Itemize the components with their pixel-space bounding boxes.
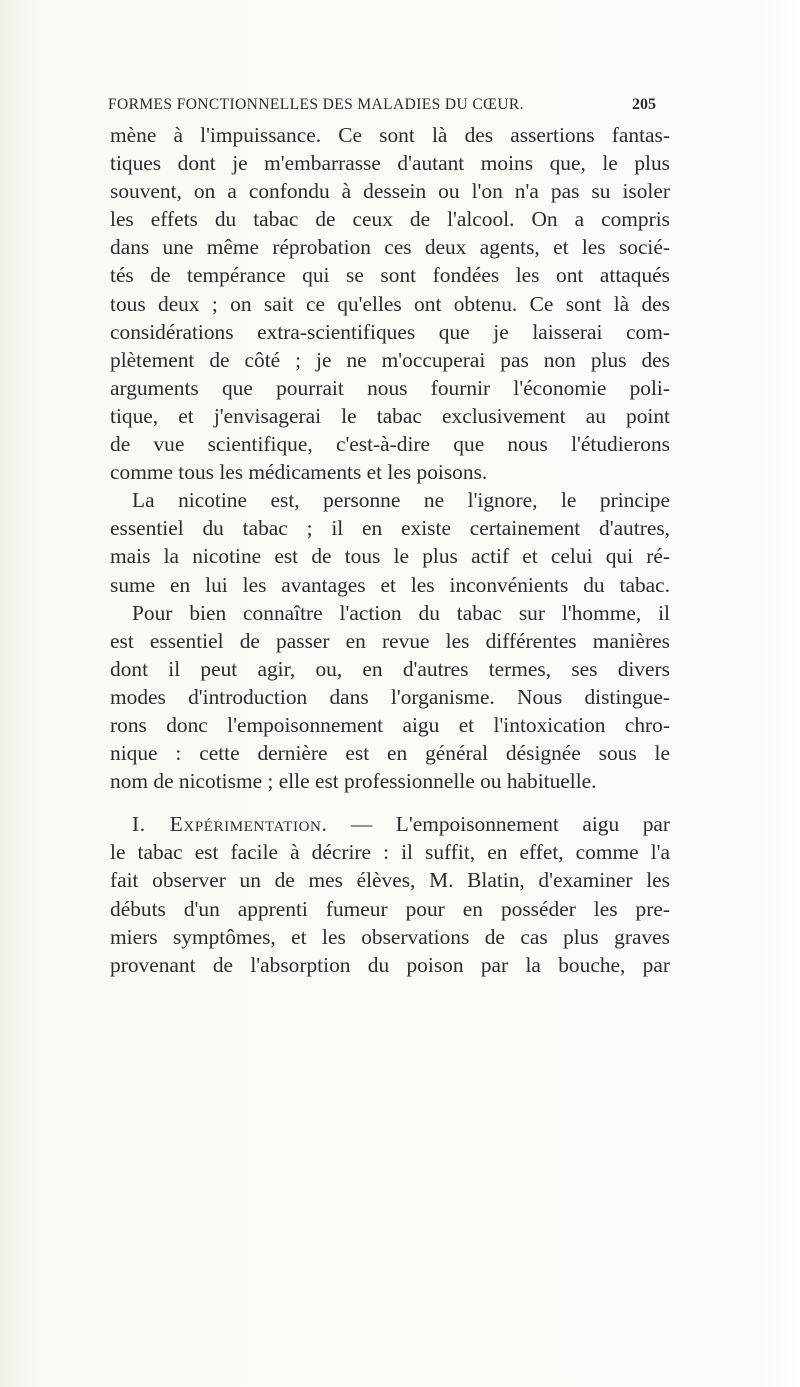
text-line: mène à l'impuissance. Ce sont là des assertions fantas- — [110, 123, 670, 147]
paragraph — [110, 599, 670, 796]
text-line: dont il peut agir, ou, en d'autres termes, ses divers — [110, 656, 670, 681]
text-line: débuts d'un apprenti fumeur pour en posséder les pre- — [110, 896, 670, 921]
paragraph — [110, 486, 670, 598]
running-title: FORMES FONCTIONNELLES DES MALADIES DU CŒUR. — [108, 96, 524, 113]
text-line: sume en lui les avantages et les inconvénients du tabac. — [110, 572, 670, 597]
body-text — [110, 121, 670, 979]
text-line: tiques dont je m'embarrasse d'autant moins que, le plus — [110, 151, 670, 176]
paragraph — [110, 810, 670, 979]
text-line: provenant de l'absorption du poison par la bouche, par — [110, 952, 670, 977]
text-line: La nicotine est, personne ne l'ignore, le principe — [132, 488, 670, 513]
section-first-line-text: — L'empoisonnement aigu par — [327, 812, 671, 837]
text-line: considérations extra-scientifiques que je laisserai com- — [110, 319, 670, 344]
text-line: arguments que pourrait nous fournir l'économie poli- — [110, 375, 670, 400]
text-line: dans une même réprobation ces deux agents, et les socié- — [110, 235, 670, 260]
text-line: plètement de côté ; je ne m'occuperai pas non plus des — [110, 347, 670, 372]
text-line: nique : cette dernière est en général désignée sous le — [110, 741, 670, 766]
section-gap — [110, 795, 670, 810]
text-line: comme tous les médicaments et les poisons. — [110, 460, 488, 485]
text-line: essentiel du tabac ; il en existe certainement d'autres, — [110, 516, 670, 541]
text-line: tés de tempérance qui se sont fondées les ont attaqués — [110, 263, 670, 288]
section-heading: I. Expérimentation. — [132, 812, 328, 837]
text-line: Pour bien connaître l'action du tabac sur l'homme, il — [132, 600, 670, 625]
text-line: fait observer un de mes élèves, M. Blatin, d'examiner les — [110, 868, 670, 893]
text-line: miers symptômes, et les observations de cas plus graves — [110, 924, 670, 949]
section-first-line — [110, 810, 670, 838]
text-line: tique, et j'envisagerai le tabac exclusivement au point — [110, 403, 670, 428]
text-line: souvent, on a confondu à dessein ou l'on n'a pas su isoler — [110, 179, 670, 204]
text-line: les effets du tabac de ceux de l'alcool. On a compris — [110, 207, 670, 232]
text-line: le tabac est facile à décrire : il suffit, en effet, comme l'a — [110, 840, 670, 865]
paragraph — [110, 121, 670, 486]
text-line: modes d'introduction dans l'organisme. Nous distingue- — [110, 684, 670, 709]
page-header — [108, 96, 656, 120]
page-number: 205 — [632, 96, 656, 113]
text-line: est essentiel de passer en revue les différentes manières — [110, 628, 670, 653]
text-line: rons donc l'empoisonnement aigu et l'intoxication chro- — [110, 712, 670, 737]
text-line: tous deux ; on sait ce qu'elles ont obtenu. Ce sont là des — [110, 291, 670, 316]
text-line: de vue scientifique, c'est-à-dire que nous l'étudierons — [110, 432, 670, 457]
text-line: mais la nicotine est de tous le plus actif et celui qui ré- — [110, 544, 670, 569]
text-line: nom de nicotisme ; elle est professionnelle ou habituelle. — [110, 769, 597, 794]
